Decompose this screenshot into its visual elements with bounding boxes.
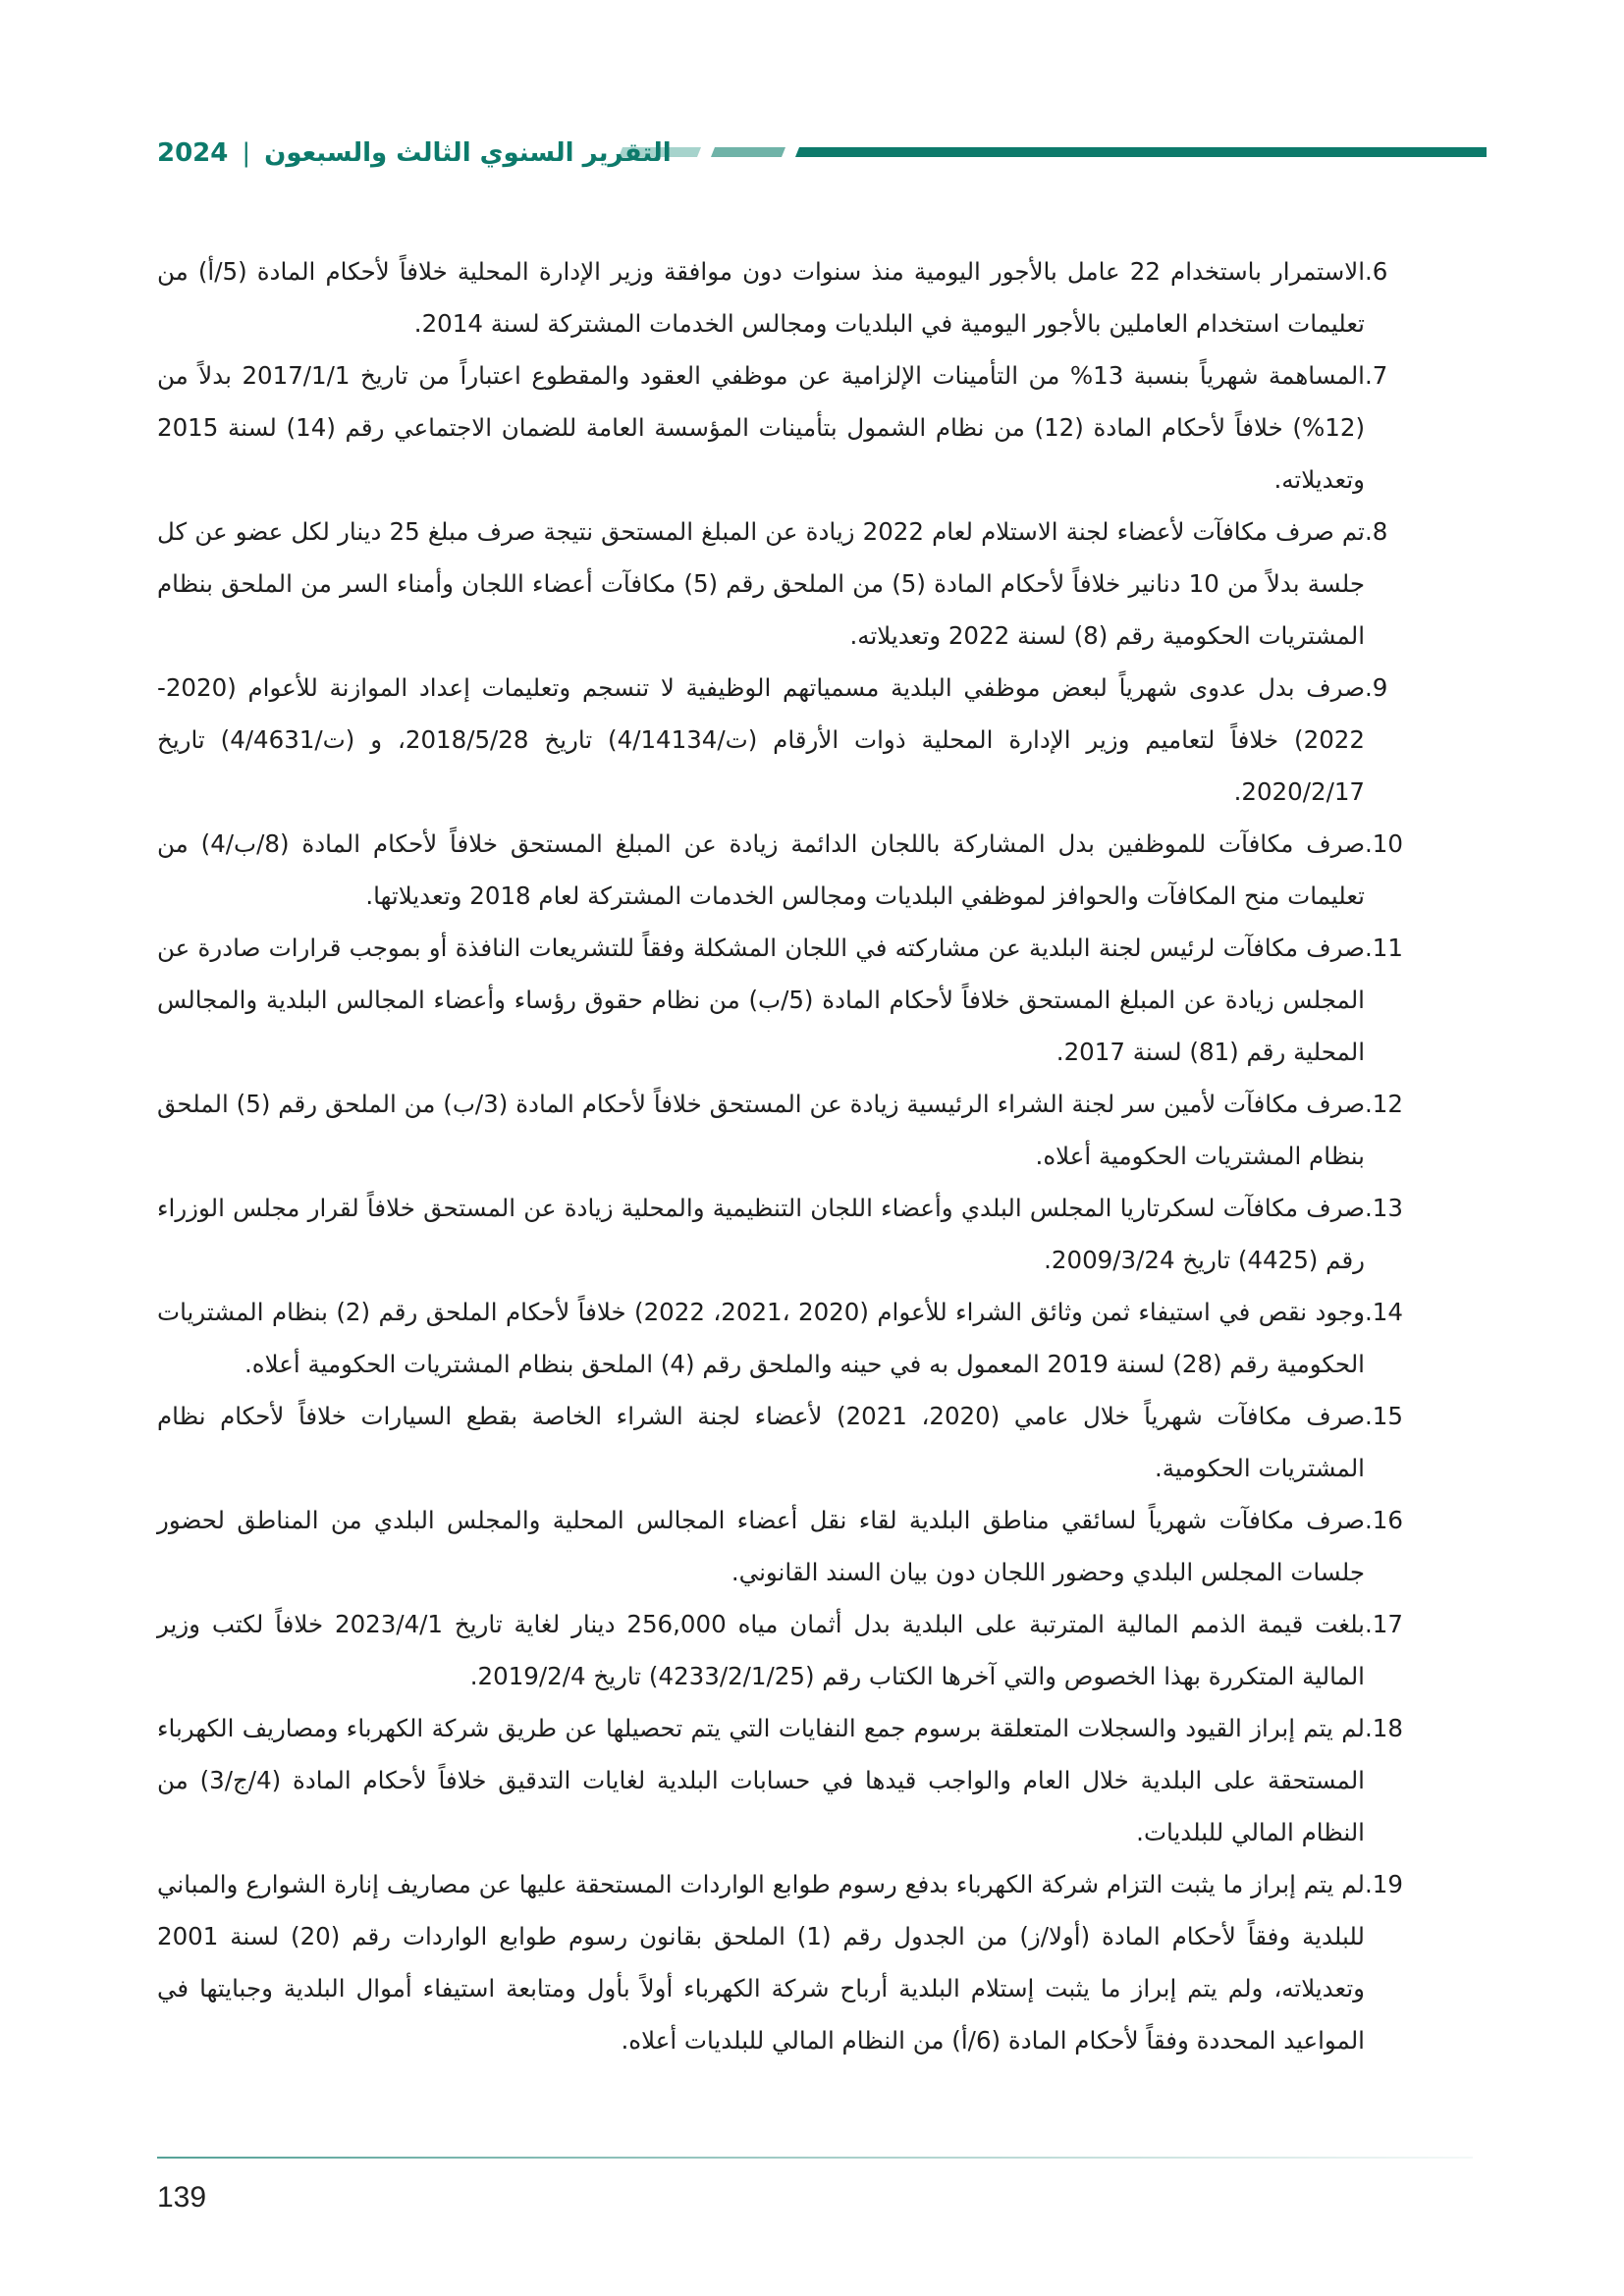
item-number: .14 bbox=[1365, 1298, 1403, 1326]
footer-rule bbox=[157, 2156, 1473, 2160]
item-number: .12 bbox=[1365, 1090, 1403, 1118]
item-number: .11 bbox=[1365, 934, 1403, 962]
list-item bbox=[157, 662, 1414, 818]
item-number: .15 bbox=[1365, 1402, 1403, 1430]
item-number: .16 bbox=[1365, 1506, 1403, 1534]
list-item bbox=[157, 1390, 1414, 1494]
item-text: المساهمة شهرياً بنسبة 13% من التأمينات الإلزامية عن موظفي العقود والمقطوع اعتباراً من تاريخ 2017/1/1 بدلاً من (12%) خلافاً لأحكام المادة (12) من نظام الشمول بتأمينات المؤسسة العامة للضمان الاجتماعي رقم (14) لسنة 2015 وتعديلاته. bbox=[157, 361, 1366, 494]
list-item bbox=[157, 245, 1414, 349]
list-item bbox=[157, 1078, 1414, 1182]
item-number: .7 bbox=[1365, 361, 1388, 390]
list-item bbox=[157, 1858, 1414, 2066]
item-number: .13 bbox=[1365, 1194, 1403, 1222]
list-item bbox=[157, 1182, 1414, 1286]
findings-list bbox=[157, 245, 1414, 2066]
header-separator: | bbox=[242, 138, 251, 168]
header-title-block bbox=[157, 133, 672, 173]
item-number: .6 bbox=[1365, 257, 1388, 286]
item-number: .9 bbox=[1365, 673, 1388, 702]
report-title: التقرير السنوي الثالث والسبعون bbox=[264, 138, 672, 168]
item-text: الاستمرار باستخدام 22 عامل بالأجور اليومية منذ سنوات دون موافقة وزير الإدارة المحلية خلافاً لأحكام المادة (5/أ) من تعليمات استخدام العاملين بالأجور اليومية في البلديات ومجالس الخدمات المشتركة لسنة 2014. bbox=[157, 257, 1365, 338]
list-item bbox=[157, 349, 1414, 506]
list-item bbox=[157, 1494, 1414, 1598]
item-text: لم يتم إبراز القيود والسجلات المتعلقة برسوم جمع النفايات التي يتم تحصيلها عن طريق شركة الكهرباء ومصاريف الكهرباء المستحقة على البلدية خلال العام والواجب قيدها في حسابات البلدية لغايات التدقيق خلافاً لأحكام المادة (4/ج/3) من النظام المالي للبلديات. bbox=[157, 1714, 1365, 1846]
item-text: صرف بدل عدوى شهرياً لبعض موظفي البلدية مسمياتهم الوظيفية لا تنسجم وتعليمات إعداد الموازنة للأعوام (2020-2022) خلافاً لتعاميم وزير الإدارة المحلية ذوات الأرقام (ت/4/14134) تاريخ 2018/5/28، و (ت/4/4631) تاريخ 2020/2/17. bbox=[157, 673, 1365, 806]
item-text: تم صرف مكافآت لأعضاء لجنة الاستلام لعام 2022 زيادة عن المبلغ المستحق نتيجة صرف مبلغ 25 دينار لكل عضو عن كل جلسة بدلاً من 10 دنانير خلافاً لأحكام المادة (5) من الملحق رقم (5) مكافآت أعضاء اللجان وأمناء السر من الملحق بنظام المشتريات الحكومية رقم (8) لسنة 2022 وتعديلاته. bbox=[157, 517, 1365, 650]
header-bar-mid bbox=[711, 147, 785, 157]
item-text: صرف مكافآت لأمين سر لجنة الشراء الرئيسية زيادة عن المستحق خلافاً لأحكام المادة (3/ب) من الملحق رقم (5) الملحق بنظام المشتريات الحكومية أعلاه. bbox=[157, 1090, 1366, 1170]
list-item bbox=[157, 922, 1414, 1078]
page-number: 139 bbox=[157, 2181, 207, 2214]
item-number: .19 bbox=[1365, 1870, 1403, 1898]
item-text: صرف مكافآت للموظفين بدل المشاركة باللجان الدائمة زيادة عن المبلغ المستحق خلافاً لأحكام المادة (8/ب/4) من تعليمات منح المكافآت والحوافز لموظفي البلديات ومجالس الخدمات المشتركة لعام 2018 وتعديلاتها. bbox=[157, 829, 1365, 910]
item-text: وجود نقص في استيفاء ثمن وثائق الشراء للأعوام (2020 ،2021، 2022) خلافاً لأحكام الملحق رقم (2) بنظام المشتريات الحكومية رقم (28) لسنة 2019 المعمول به في حينه والملحق رقم (4) الملحق بنظام المشتريات الحكومية أعلاه. bbox=[157, 1298, 1366, 1378]
item-number: .18 bbox=[1365, 1714, 1403, 1742]
item-number: .8 bbox=[1365, 517, 1388, 546]
item-text: صرف مكافآت لسكرتاريا المجلس البلدي وأعضاء اللجان التنظيمية والمحلية زيادة عن المستحق خلافاً لقرار مجلس الوزراء رقم (4425) تاريخ 2009/3/24. bbox=[157, 1194, 1365, 1274]
item-text: صرف مكافآت شهرياً لسائقي مناطق البلدية لقاء نقل أعضاء المجالس المحلية والمجلس البلدي من المناطق لحضور جلسات المجلس البلدي وحضور اللجان دون بيان السند القانوني. bbox=[157, 1506, 1365, 1586]
list-item bbox=[157, 1598, 1414, 1702]
item-number: .10 bbox=[1365, 829, 1403, 858]
page-header bbox=[157, 133, 1487, 173]
list-item bbox=[157, 1286, 1414, 1390]
item-number: .17 bbox=[1365, 1610, 1403, 1638]
item-text: صرف مكافآت لرئيس لجنة البلدية عن مشاركته في اللجان المشكلة وفقاً للتشريعات النافذة أو بموجب قرارات صادرة عن المجلس زيادة عن المبلغ المستحق خلافاً لأحكام المادة (5/ب) من نظام حقوق رؤساء وأعضاء المجالس البلدية والمجالس المحلية رقم (81) لسنة 2017. bbox=[157, 934, 1365, 1066]
item-text: بلغت قيمة الذمم المالية المترتبة على البلدية بدل أثمان مياه 256,000 دينار لغاية تاريخ 2023/4/1 خلافاً لكتب وزير المالية المتكررة بهذا الخصوص والتي آخرها الكتاب رقم (4233/2/1/25) تاريخ 2019/2/4. bbox=[157, 1610, 1365, 1690]
header-bar-main bbox=[795, 147, 1487, 157]
report-year: 2024 bbox=[157, 138, 229, 168]
list-item bbox=[157, 818, 1414, 922]
item-text: لم يتم إبراز ما يثبت التزام شركة الكهرباء بدفع رسوم طوابع الواردات المستحقة عليها عن مصاريف إنارة الشوارع والمباني للبلدية وفقاً لأحكام المادة (أولا/ز) من الجدول رقم (1) الملحق بقانون رسوم طوابع الواردات رقم (20) لسنة 2001 وتعديلاته، ولم يتم إبراز ما يثبت إستلام البلدية أرباح شركة الكهرباء أولاً بأول ومتابعة استيفاء أموال البلدية وجبايتها في المواعيد المحددة وفقاً لأحكام المادة (6/أ) من النظام المالي للبلديات أعلاه. bbox=[157, 1870, 1365, 2055]
list-item bbox=[157, 1702, 1414, 1858]
item-text: صرف مكافآت شهرياً خلال عامي (2020، 2021) لأعضاء لجنة الشراء الخاصة بقطع السيارات خلافاً لأحكام نظام المشتريات الحكومية. bbox=[157, 1402, 1365, 1482]
list-item bbox=[157, 506, 1414, 662]
